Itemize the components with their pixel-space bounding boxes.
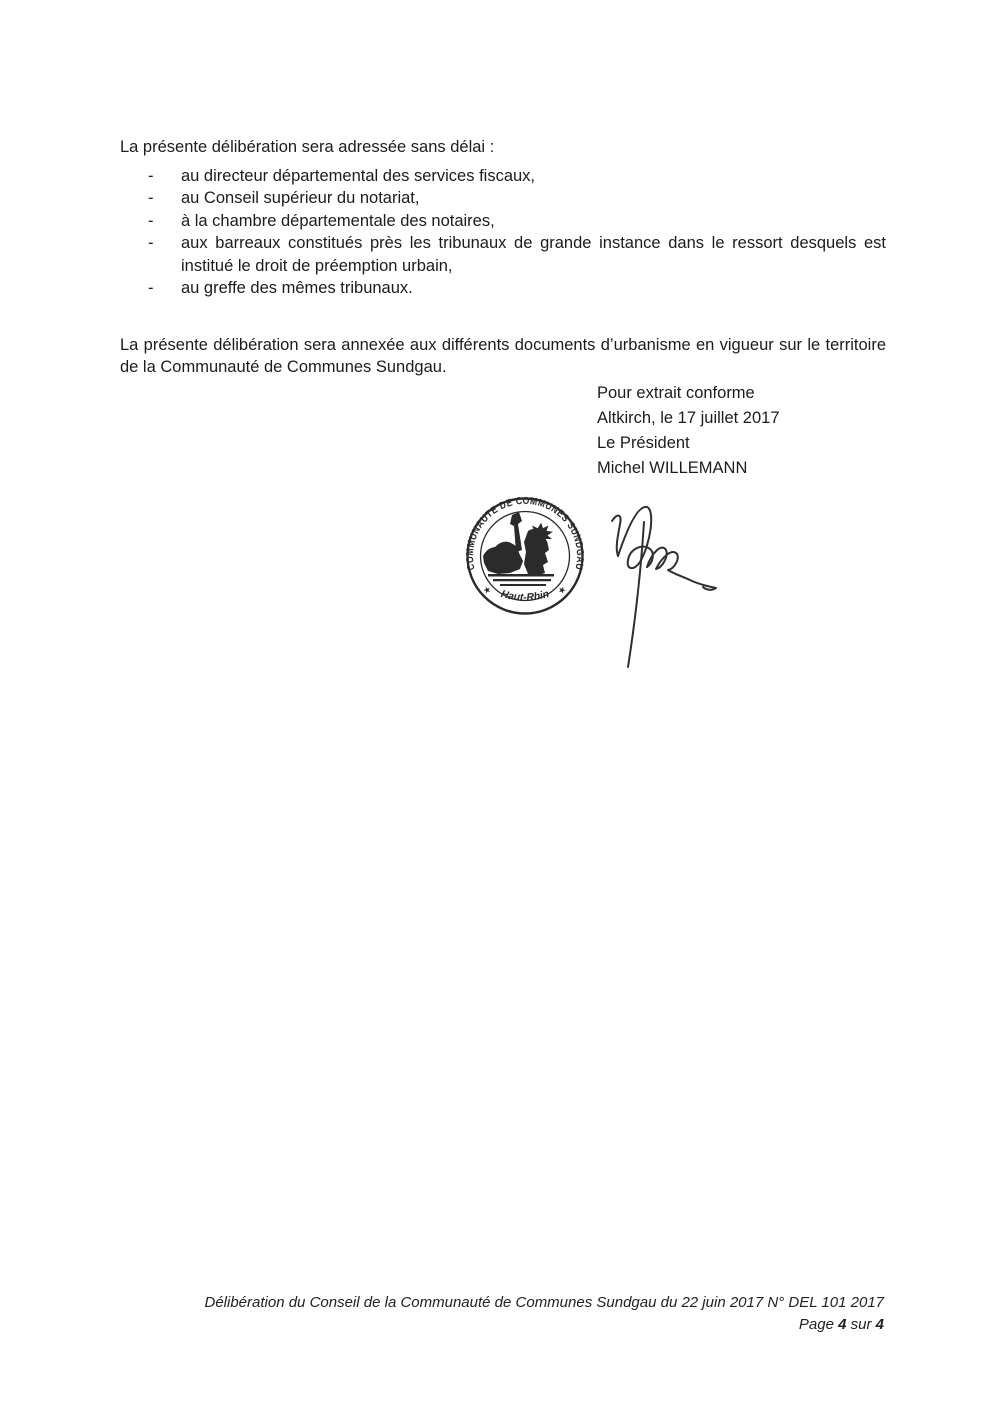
official-stamp (462, 494, 588, 620)
annex-paragraph: La présente délibération sera annexée aux différents documents d’urbanisme en vigueur sur le territoire de la Communauté de Communes Sundgau. (120, 335, 886, 376)
stamp-ring-label: COMMUNAUTE DE COMMUNES SUNDGAU (464, 495, 586, 573)
list-item (148, 187, 886, 209)
list-dash-marker: - (148, 189, 154, 208)
list-item-text: au greffe des mêmes tribunaux. (181, 279, 413, 298)
stamp-star-left-icon: ★ (481, 583, 493, 597)
handwritten-signature (600, 488, 730, 678)
list-item-text: aux barreaux constitués près les tribunaux de grande instance dans le ressort desquels est institué le droit de préemption urbain, (181, 234, 886, 275)
list-item (148, 210, 886, 232)
list-item (148, 232, 886, 277)
signature-stroke (618, 507, 653, 568)
extract-conforme-line: Pour extrait conforme (597, 384, 755, 402)
list-item (148, 165, 886, 187)
footer-page-total: 4 (875, 1316, 884, 1333)
intro-paragraph: La présente délibération sera adressée sans délai : (120, 137, 495, 156)
footer-page-word: Page (798, 1316, 839, 1333)
footer-sur-word: sur (846, 1316, 876, 1333)
footer-page-number: 4 (838, 1316, 847, 1333)
list-item (148, 277, 886, 299)
place-date-line: Altkirch, le 17 juillet 2017 (597, 409, 780, 427)
list-dash-marker: - (148, 234, 154, 253)
signature-stroke (628, 522, 644, 667)
signature-stroke (647, 548, 716, 590)
list-item-text: à la chambre départementale des notaires, (181, 211, 495, 230)
footer-page-line (205, 1314, 885, 1336)
footer-reference-line: Délibération du Conseil de la Communauté de Communes Sundgau du 22 juin 2017 N° DEL 101 2017 (204, 1294, 884, 1311)
president-name-line: Michel WILLEMANN (597, 459, 748, 477)
stamp-star-right-icon: ★ (556, 583, 568, 597)
president-title-line: Le Président (597, 434, 690, 452)
list-dash-marker: - (148, 211, 154, 230)
list-dash-marker: - (148, 279, 154, 298)
stamp-emblem (483, 512, 554, 586)
stamp-department-label: Haut-Rhin (499, 587, 551, 604)
recipients-list (148, 165, 886, 299)
page-footer (205, 1292, 885, 1336)
list-item-text: au Conseil supérieur du notariat, (181, 189, 420, 208)
signature-block (597, 381, 780, 481)
list-dash-marker: - (148, 167, 154, 185)
list-item-text: au directeur départemental des services fiscaux, (181, 167, 536, 185)
